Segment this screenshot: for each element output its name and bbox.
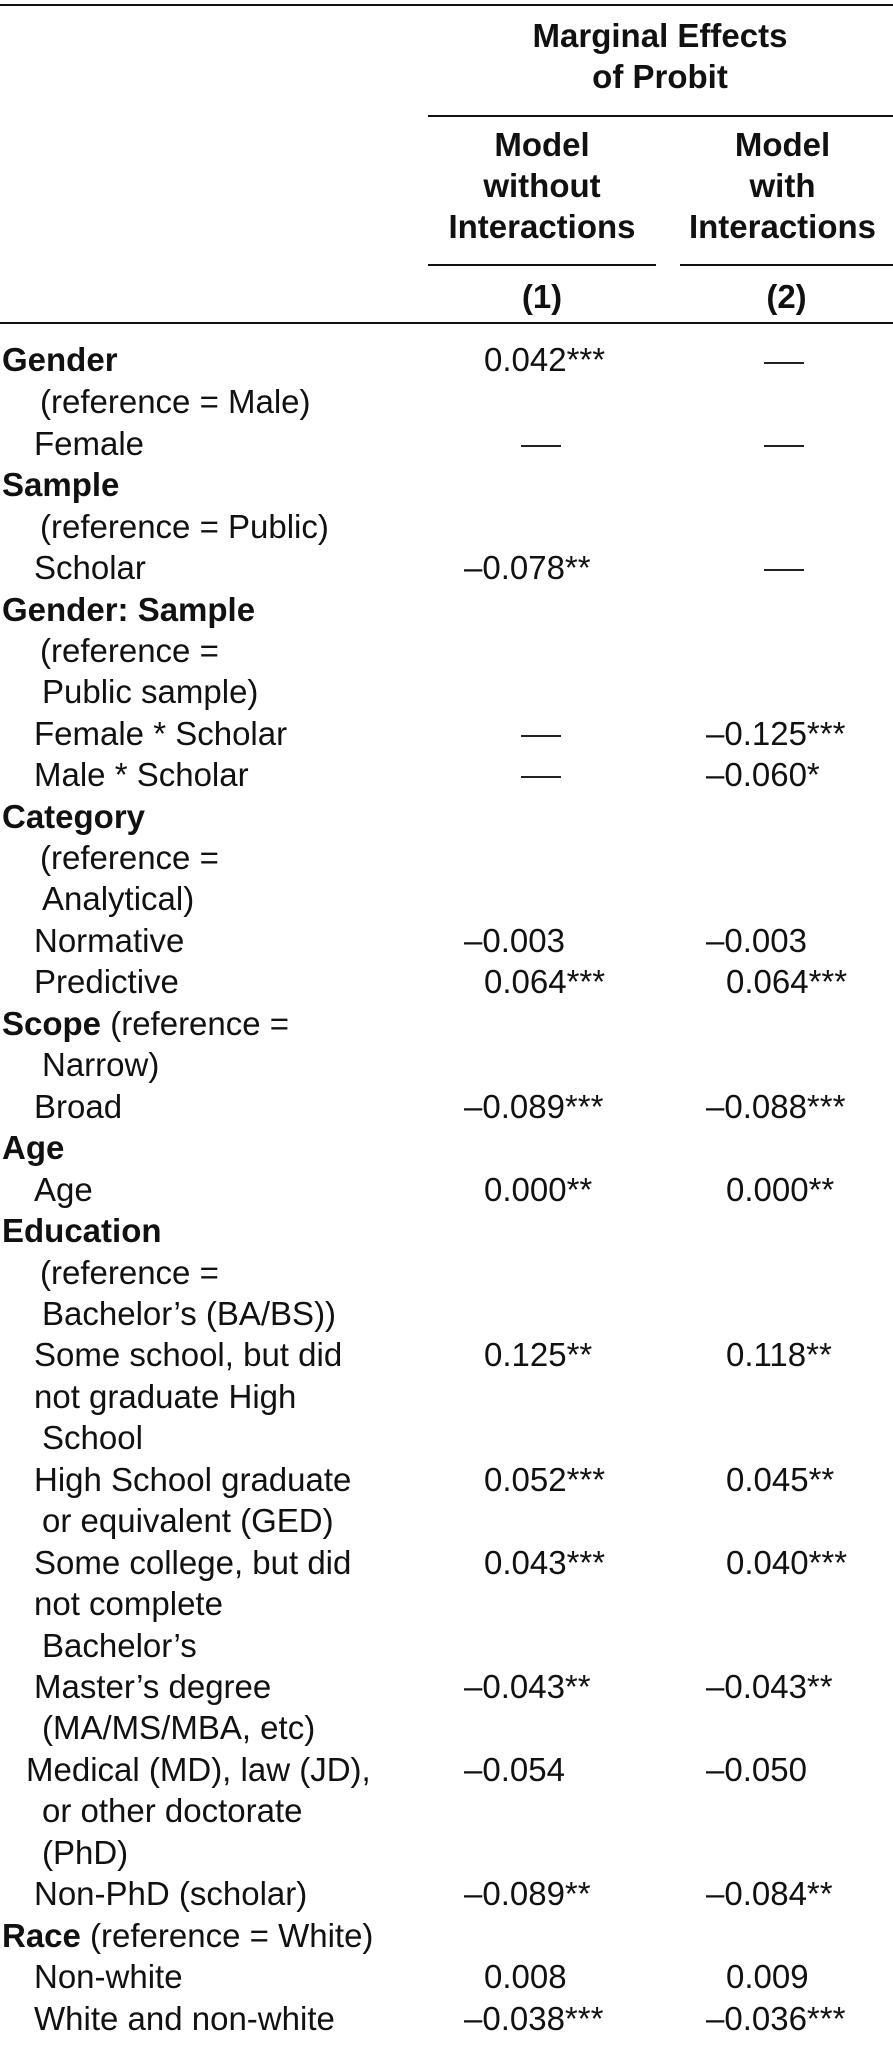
cell-md-c1: –0.054 xyxy=(464,1751,565,1788)
col2-header-line2: with xyxy=(749,167,816,204)
row-label-some-school2: not graduate High xyxy=(34,1378,297,1415)
cell-predictive-c2: 0.064*** xyxy=(726,963,848,1000)
cell-nonphd-c1: –0.089** xyxy=(464,1875,591,1912)
col1-header-line2: without xyxy=(483,167,601,204)
col2-header-line1: Model xyxy=(734,126,831,163)
row-label-scope xyxy=(2,1003,289,1044)
row-label-ms1: Master’s degree xyxy=(34,1668,272,1705)
row-label-scope-ref2: Narrow) xyxy=(42,1046,160,1083)
empty-cell-dash xyxy=(764,445,804,447)
row-label-sample: Sample xyxy=(2,466,120,503)
cell-some-school-c2: 0.118** xyxy=(726,1336,832,1373)
row-label-scope-ref: (reference = xyxy=(101,1005,290,1042)
cell-white-nonwhite-c2: –0.036*** xyxy=(706,2000,846,2037)
cell-age-c1: 0.000** xyxy=(484,1171,593,1208)
row-label-scholar: Scholar xyxy=(34,549,146,586)
cell-md-c2: –0.050 xyxy=(706,1751,807,1788)
cell-sc-c2: 0.040*** xyxy=(726,1544,848,1581)
cell-male-scholar-c2: –0.060* xyxy=(706,756,820,793)
empty-cell-dash xyxy=(764,569,804,571)
row-label-category: Category xyxy=(2,798,146,835)
row-label-white-nonwhite: White and non-white xyxy=(34,2000,335,2037)
row-label-md3: (PhD) xyxy=(42,1834,129,1871)
row-label-sc2: not complete xyxy=(34,1585,223,1622)
cell-female-scholar-c2: –0.125*** xyxy=(706,715,846,752)
row-label-female-scholar: Female * Scholar xyxy=(34,715,288,752)
group-header-rule xyxy=(428,115,893,117)
row-label-gender: Gender xyxy=(2,341,118,378)
empty-cell-dash xyxy=(521,445,561,447)
row-label-race xyxy=(2,1915,373,1956)
row-label-edu-ref1: (reference = xyxy=(40,1254,219,1291)
cell-sc-c1: 0.043*** xyxy=(484,1544,606,1581)
row-label-hs2: or equivalent (GED) xyxy=(42,1502,334,1539)
row-label-edu-ref2: Bachelor’s (BA/BS)) xyxy=(42,1295,337,1332)
cell-ms-c1: –0.043** xyxy=(464,1668,591,1705)
cell-ms-c2: –0.043** xyxy=(706,1668,833,1705)
col1-number: (1) xyxy=(521,278,563,315)
col2-header xyxy=(672,124,893,247)
cell-predictive-c1: 0.064*** xyxy=(484,963,606,1000)
empty-cell-dash xyxy=(764,362,804,364)
col1-header-line3: Interactions xyxy=(448,208,636,245)
row-label-sample-ref: (reference = Public) xyxy=(40,508,329,545)
row-label-predictive: Predictive xyxy=(34,963,179,1000)
col1-header xyxy=(428,124,656,247)
row-label-gs-ref2: Public sample) xyxy=(42,673,259,710)
cell-normative-c1: –0.003 xyxy=(464,922,565,959)
row-label-some-school3: School xyxy=(42,1419,143,1456)
cell-hs-c2: 0.045** xyxy=(726,1461,835,1498)
col1-header-line1: Model xyxy=(494,126,590,163)
cell-nonphd-c2: –0.084** xyxy=(706,1875,833,1912)
row-label-hs1: High School graduate xyxy=(34,1461,352,1498)
row-label-cat-ref1: (reference = xyxy=(40,839,219,876)
group-title xyxy=(460,15,860,97)
col2-header-rule xyxy=(680,264,893,266)
row-label-race-ref: (reference = White) xyxy=(80,1917,374,1954)
row-label-female: Female xyxy=(34,425,145,462)
row-label-age: Age xyxy=(34,1171,93,1208)
cell-gender-c1: 0.042*** xyxy=(484,341,606,378)
cell-nonwhite-c1: 0.008 xyxy=(484,1958,567,1995)
col2-number: (2) xyxy=(766,278,807,315)
row-label-male-scholar: Male * Scholar xyxy=(34,756,249,793)
row-label-gs-ref1: (reference = xyxy=(40,632,219,669)
row-label-nonphd: Non-PhD (scholar) xyxy=(34,1875,308,1912)
row-label-gender-ref: (reference = Male) xyxy=(40,383,311,420)
row-label-race-bold: Race xyxy=(2,1917,81,1954)
row-label-cat-ref2: Analytical) xyxy=(42,880,195,917)
empty-cell-dash xyxy=(521,776,561,778)
cell-age-c2: 0.000** xyxy=(726,1171,835,1208)
row-label-normative: Normative xyxy=(34,922,185,959)
group-title-line1: Marginal Effects xyxy=(532,17,788,54)
cell-broad-c1: –0.089*** xyxy=(464,1088,604,1125)
row-label-age-head: Age xyxy=(2,1129,65,1166)
header-bottom-rule xyxy=(0,322,893,324)
row-label-sc1: Some college, but did xyxy=(34,1544,352,1581)
cell-broad-c2: –0.088*** xyxy=(706,1088,846,1125)
row-label-ms2: (MA/MS/MBA, etc) xyxy=(42,1709,316,1746)
cell-some-school-c1: 0.125** xyxy=(484,1336,593,1373)
col2-header-line3: Interactions xyxy=(688,208,877,245)
row-label-broad: Broad xyxy=(34,1088,123,1125)
empty-cell-dash xyxy=(521,735,561,737)
row-label-scope-bold: Scope xyxy=(2,1005,102,1042)
row-label-some-school1: Some school, but did xyxy=(34,1336,343,1373)
row-label-md2: or other doctorate xyxy=(42,1792,303,1829)
row-label-gender-sample: Gender: Sample xyxy=(2,591,256,628)
row-label-sc3: Bachelor’s xyxy=(42,1627,197,1664)
col1-header-rule xyxy=(428,264,656,266)
cell-white-nonwhite-c1: –0.038*** xyxy=(464,2000,604,2037)
top-rule xyxy=(0,4,893,6)
row-label-md1: Medical (MD), law (JD), xyxy=(26,1751,371,1788)
row-label-nonwhite: Non-white xyxy=(34,1958,183,1995)
cell-normative-c2: –0.003 xyxy=(706,922,807,959)
group-title-line2: of Probit xyxy=(592,58,728,95)
cell-nonwhite-c2: 0.009 xyxy=(726,1958,809,1995)
cell-scholar-c1: –0.078** xyxy=(464,549,591,586)
row-label-education: Education xyxy=(2,1212,162,1249)
cell-hs-c1: 0.052*** xyxy=(484,1461,606,1498)
